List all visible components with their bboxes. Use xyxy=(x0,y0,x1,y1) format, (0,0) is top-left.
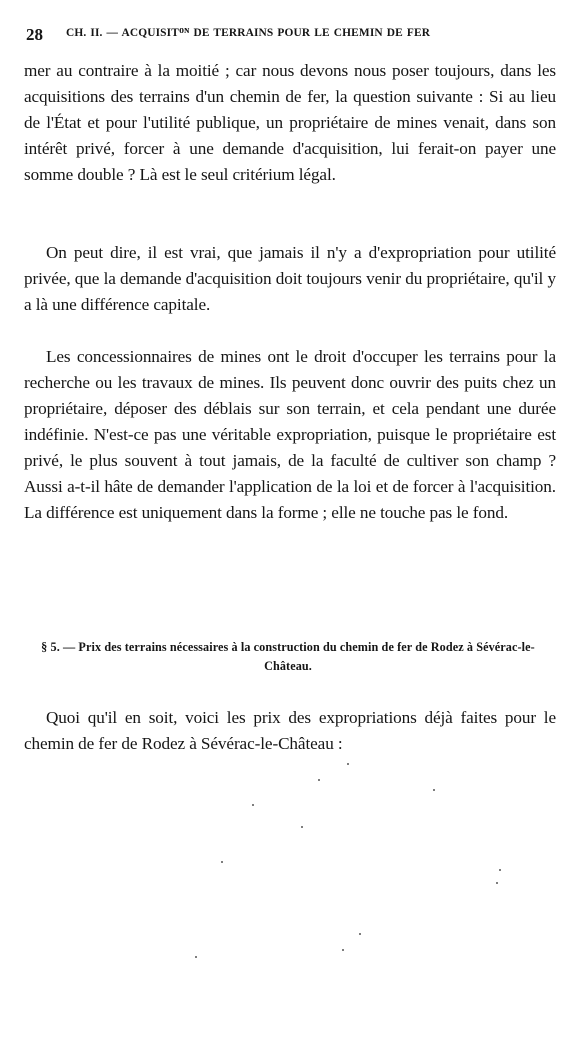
scan-speck xyxy=(496,882,498,884)
scan-speck xyxy=(347,763,349,765)
scan-speck xyxy=(359,933,361,935)
paragraph-continuation: mer au contraire à la moitié ; car nous devons nous poser toujours, dans les acquisitions des terrains d'un chemin de fer, la question suivante : Si au lieu de l'État et pour l'utilité publique, un propriétaire de mines venait, dans son intérêt privé, forcer à une demande d'acquisition, lui ferait-on payer une somme double ? Là est le seul critérium légal. xyxy=(24,61,556,184)
scan-speck xyxy=(499,869,501,871)
paragraph-prices-intro: Quoi qu'il en soit, voici les prix des expropriations déjà faites pour le chemin de fer de Rodez à Sévérac-le-Château : xyxy=(24,708,556,753)
running-head: CH. II. — ACQUISITᴼᴺ DE TERRAINS POUR LE CHEMIN DE FER xyxy=(66,27,431,39)
scan-speck xyxy=(195,956,197,958)
scan-speck xyxy=(342,949,344,951)
scan-speck xyxy=(221,861,223,863)
page-number: 28 xyxy=(26,25,43,44)
scan-speck xyxy=(301,826,303,828)
scan-speck xyxy=(433,789,435,791)
paragraph-mine-concessions: Les concessionnaires de mines ont le droit d'occuper les terrains pour la recherche ou les travaux de mines. Ils peuvent donc ouvrir des puits chez un propriétaire, déposer des déblais sur son terrain, et cela pendant une durée indéfinie. N'est-ce pas une véritable expropriation, puisque le propriétaire est privé, le plus souvent à tout jamais, de la faculté de cultiver son champ ? Aussi a-t-il hâte de demander l'application de la loi et de forcer à l'acquisition. La différence est uniquement dans la forme ; elle ne touche pas le fond. xyxy=(24,347,556,522)
section-heading: § 5. — Prix des terrains nécessaires à la construction du chemin de fer de Rodez à Sévérac-le-Château. xyxy=(41,640,535,673)
paragraph-private-utility: On peut dire, il est vrai, que jamais il n'y a d'expropriation pour utilité privée, que la demande d'acquisition doit toujours venir du propriétaire, qu'il y a là une différence capitale. xyxy=(24,243,556,314)
scan-speck xyxy=(318,779,320,781)
page-header xyxy=(26,25,556,47)
scan-speck xyxy=(252,804,254,806)
